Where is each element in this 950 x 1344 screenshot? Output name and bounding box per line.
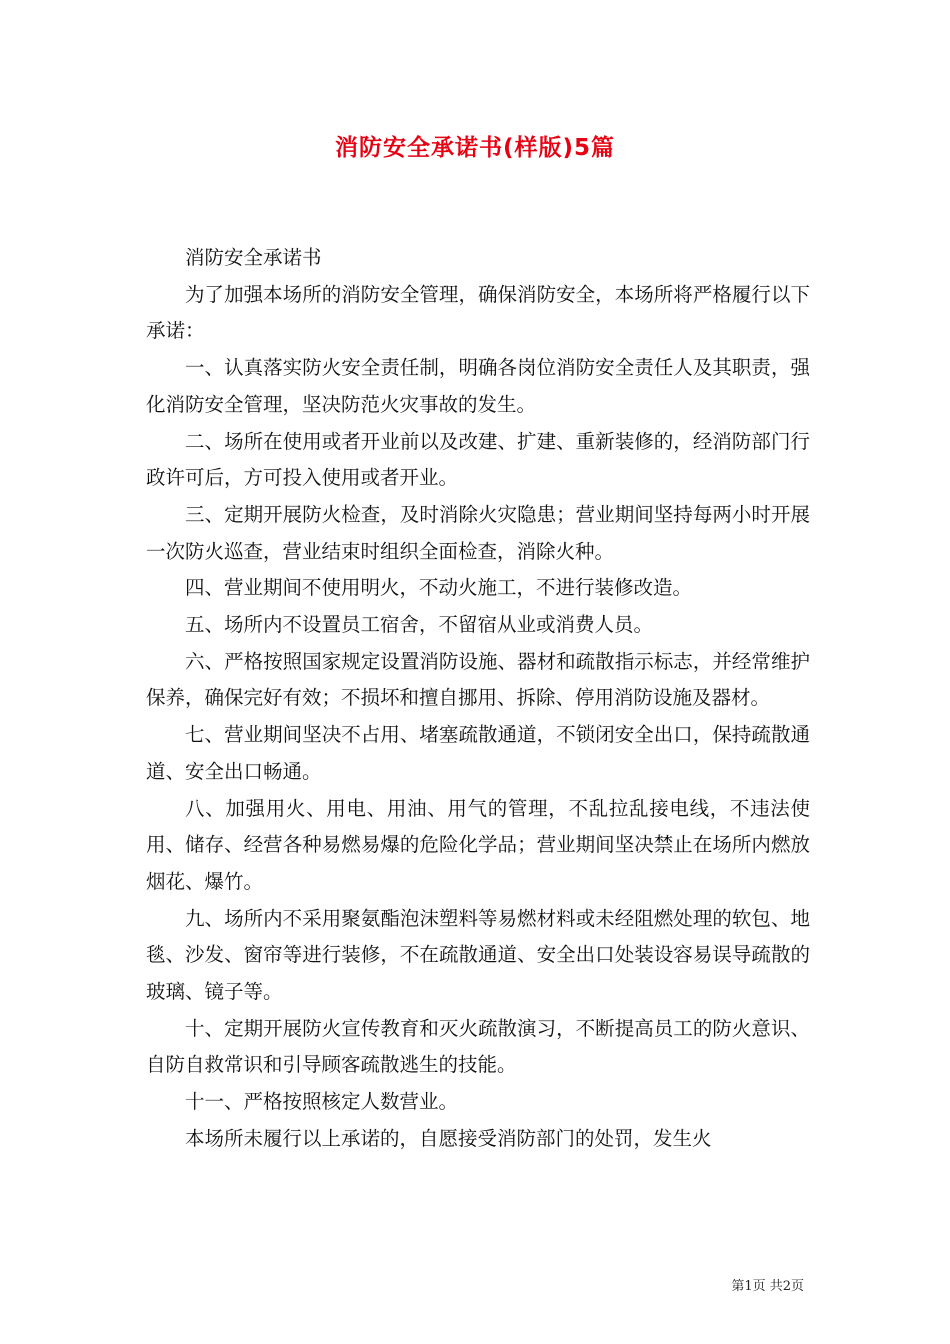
- paragraph-item-1: 一、认真落实防火安全责任制，明确各岗位消防安全责任人及其职责，强化消防安全管理，坚决防范火灾事故的发生。: [146, 356, 810, 416]
- paragraph-heading: 消防安全承诺书: [185, 246, 322, 269]
- page-number-footer: 第1页 共2页: [731, 1279, 804, 1294]
- paragraph-intro: 为了加强本场所的消防安全管理，确保消防安全，本场所将严格履行以下承诺：: [146, 282, 810, 343]
- paragraph-item-2: 二、场所在使用或者开业前以及改建、扩建、重新装修的，经消防部门行政许可后，方可投入使用或者开业。: [146, 429, 810, 490]
- paragraph-item-4: 四、营业期间不使用明火，不动火施工，不进行装修改造。: [185, 576, 693, 600]
- paragraph-item-11: 十一、严格按照核定人数营业。: [185, 1090, 459, 1114]
- paragraph-item-3: 三、定期开展防火检查，及时消除火灾隐患；营业期间坚持每两小时开展一次防火巡查，营业结束时组织全面检查，消除火种。: [146, 502, 810, 563]
- paragraph-item-8: 八、加强用火、用电、用油、用气的管理，不乱拉乱接电线，不违法使用、储存、经营各种易燃易爆的危险化学品；营业期间坚决禁止在场所内燃放烟花、爆竹。: [146, 796, 810, 893]
- paragraph-item-5: 五、场所内不设置员工宿舍，不留宿从业或消费人员。: [185, 613, 654, 637]
- paragraph-item-7: 七、营业期间坚决不占用、堵塞疏散通道，不锁闭安全出口，保持疏散通道、安全出口畅通。: [146, 723, 810, 783]
- paragraph-item-10: 十、定期开展防火宣传教育和灭火疏散演习，不断提高员工的防火意识、自防自救常识和引导顾客疏散逃生的技能。: [146, 1016, 810, 1077]
- document-body: [146, 240, 810, 1158]
- paragraph-item-6: 六、严格按照国家规定设置消防设施、器材和疏散指示标志，并经常维护保养，确保完好有效；不损坏和擅自挪用、拆除、停用消防设施及器材。: [146, 649, 810, 710]
- paragraph-item-9: 九、场所内不采用聚氨酯泡沫塑料等易燃材料或未经阻燃处理的软包、地毯、沙发、窗帘等进行装修，不在疏散通道、安全出口处装设容易误导疏散的玻璃、镜子等。: [146, 906, 810, 1004]
- page-title: 消防安全承诺书(样版)5篇: [334, 135, 616, 161]
- paragraph-closing: 本场所未履行以上承诺的，自愿接受消防部门的处罚，发生火: [185, 1126, 712, 1150]
